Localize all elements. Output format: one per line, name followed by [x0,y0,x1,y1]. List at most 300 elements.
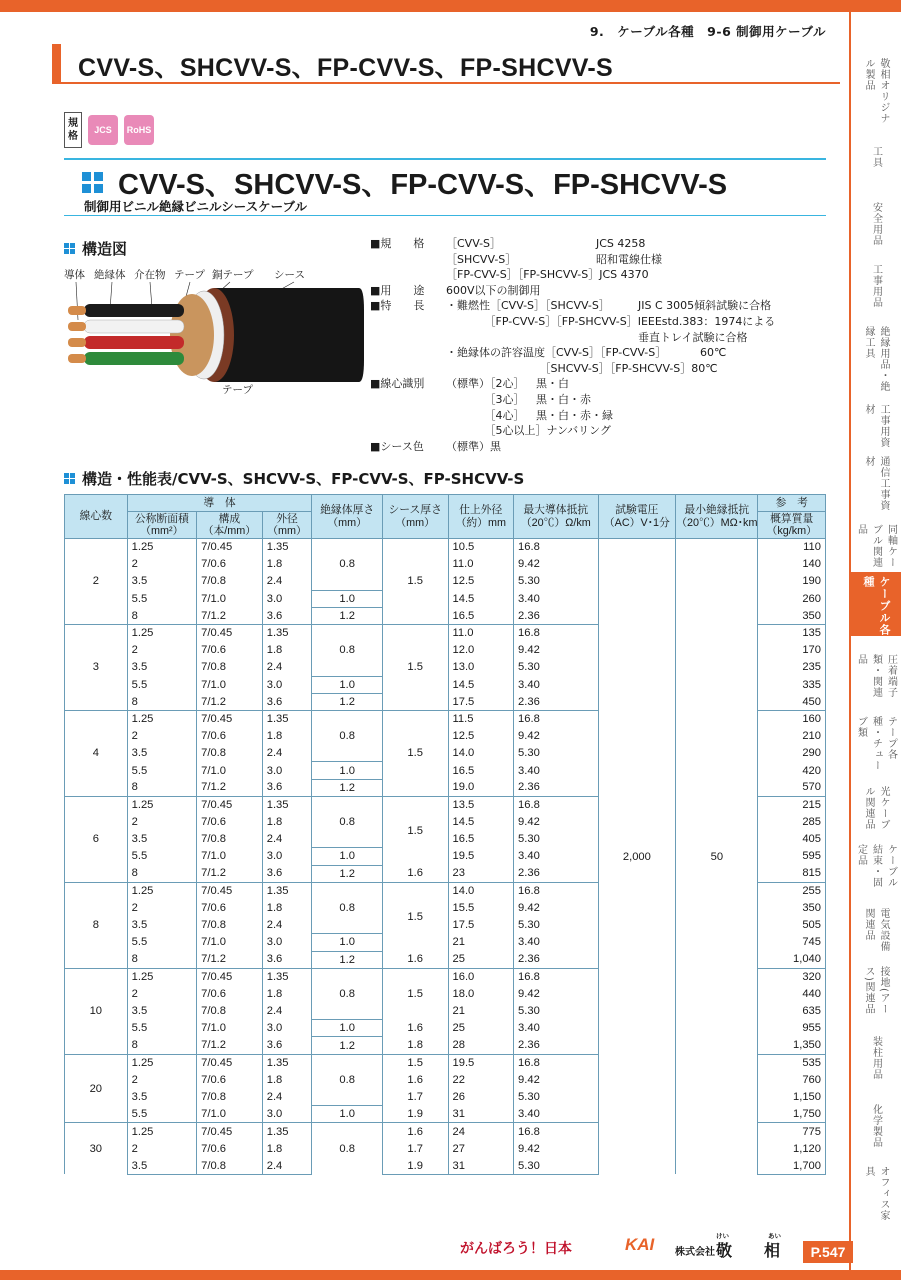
cell-sheath: 1.5 [382,539,448,625]
label-tape-bottom: テープ [222,384,253,396]
top-accent-bar [0,0,901,12]
cell-finish-od: 16.0 [448,968,514,985]
label-copper-tape: 銅テープ [212,269,254,281]
sidebar-tab-4[interactable] [851,322,901,394]
cell-mass: 350 [758,899,826,916]
cell-area: 5.5 [127,1020,197,1037]
cell-max-resistance: 3.40 [514,848,599,865]
cell-max-resistance: 3.40 [514,934,599,951]
spec-row [370,376,830,392]
cell-insulation: 1.0 [312,590,382,607]
cell-od: 1.35 [262,796,312,813]
cell-max-resistance: 16.8 [514,1054,599,1071]
cell-mass: 215 [758,796,826,813]
cell-area: 1.25 [127,1054,197,1071]
cell-composition: 7/0.6 [197,728,263,745]
cell-composition: 7/1.0 [197,1106,263,1123]
cell-od: 3.6 [262,865,312,882]
cell-max-resistance: 5.30 [514,573,599,590]
cell-area: 5.5 [127,848,197,865]
cell-area: 8 [127,607,197,624]
cell-mass: 235 [758,659,826,676]
kai-logo: KAI [625,1235,655,1254]
sidebar-tab-9[interactable] [851,650,901,706]
cell-composition: 7/0.6 [197,1071,263,1088]
cell-insulation: 1.0 [312,762,382,779]
cell-mass: 260 [758,590,826,607]
spec-cell: ■用 途 [370,283,425,297]
cell-finish-od: 10.5 [448,539,514,556]
cell-area: 5.5 [127,590,197,607]
sidebar-tab-0[interactable] [851,54,901,132]
cell-mass: 635 [758,1003,826,1020]
spec-cell: （標準）［2心］ [446,377,525,391]
cell-insulation: 0.8 [312,710,382,762]
cell-sheath: 1.9 [382,1106,448,1123]
cell-insulation: 0.8 [312,968,382,1020]
header-test-voltage: 試験電圧 （AC）V･1分 [598,495,676,539]
cell-max-resistance: 5.30 [514,745,599,762]
header-area: 公称断面積 （mm²） [127,512,197,539]
spec-row [370,423,830,439]
structure-title: 構造図 [82,240,128,258]
cell-cores: 3 [65,624,128,710]
header-conductor: 導 体 [127,495,312,512]
cell-insulation: 0.8 [312,1054,382,1106]
cell-mass: 450 [758,693,826,710]
label-tape: テープ [174,269,205,281]
label-filler: 介在物 [134,269,166,281]
product-subtitle: 制御用ビニル絶縁ビニルシースケーブル [84,199,307,214]
sidebar-tab-label: 敬相オリジナル製品 [863,58,889,124]
cell-area: 5.5 [127,676,197,693]
cell-od: 1.8 [262,899,312,916]
sidebar-tab-label: 装柱用品 [870,1036,882,1080]
cell-mass: 595 [758,848,826,865]
table-row [65,539,826,556]
cell-insulation: 1.2 [312,693,382,710]
cell-test-voltage: 2,000 [598,539,676,1175]
cell-sheath: 1.6 [382,1071,448,1088]
cell-mass: 440 [758,985,826,1002]
sidebar-tab-label: ケーブル各種 [862,576,891,636]
cell-max-resistance: 9.42 [514,985,599,1002]
header-od: 外径 （mm） [262,512,312,539]
spec-row [370,298,830,314]
cell-max-resistance: 9.42 [514,814,599,831]
cell-composition: 7/0.8 [197,1003,263,1020]
cell-area: 5.5 [127,934,197,951]
cell-composition: 7/1.0 [197,590,263,607]
cell-composition: 7/0.45 [197,710,263,727]
cell-od: 2.4 [262,831,312,848]
cell-max-resistance: 5.30 [514,831,599,848]
header-max-resistance: 最大導体抵抗 （20℃）Ω/km [514,495,599,539]
cell-finish-od: 28 [448,1037,514,1054]
cell-mass: 320 [758,968,826,985]
cell-insulation: 1.0 [312,1106,382,1123]
cell-area: 5.5 [127,762,197,779]
product-name: CVV-S、SHCVV-S、FP-CVV-S、FP-SHCVV-S [118,169,728,201]
cell-composition: 7/0.6 [197,899,263,916]
performance-table [64,494,826,1175]
sidebar-tab-5[interactable] [851,400,901,448]
table-section-title [64,468,524,489]
cell-od: 2.4 [262,1089,312,1106]
header-insulation: 絶縁体厚さ （mm） [312,495,382,539]
cell-sheath: 1.5 [382,968,448,1020]
cell-finish-od: 12.5 [448,728,514,745]
cell-mass: 570 [758,779,826,796]
standards-label-top: 規 [68,118,78,129]
sidebar-tab-17[interactable] [851,1162,901,1228]
header-min-insulation: 最小絶縁抵抗 （20℃）MΩ･km [676,495,758,539]
cell-od: 3.0 [262,934,312,951]
cell-finish-od: 11.0 [448,556,514,573]
sidebar-tab-13[interactable] [851,904,901,956]
cell-finish-od: 19.5 [448,848,514,865]
cell-mass: 335 [758,676,826,693]
sidebar-tab-7[interactable] [851,520,901,576]
cell-finish-od: 11.0 [448,624,514,641]
sidebar-tab-1[interactable] [851,142,901,184]
cable-cross-section-illustration [64,280,364,400]
cell-cores: 10 [65,968,128,1054]
breadcrumb: 9. ケーブル各種 9-6 制御用ケーブル [589,24,826,39]
sidebar-tab-label: ケーブル結束・固定品 [855,844,897,888]
cell-sheath: 1.9 [382,1157,448,1174]
cell-od: 3.6 [262,607,312,624]
cell-od: 3.0 [262,1106,312,1123]
cell-mass: 535 [758,1054,826,1071]
cell-composition: 7/0.8 [197,831,263,848]
cell-cores: 20 [65,1054,128,1123]
sidebar-tab-14[interactable] [851,962,901,1024]
cell-od: 3.6 [262,951,312,968]
cell-max-resistance: 2.36 [514,951,599,968]
sidebar-tab-16[interactable] [851,1100,901,1150]
page-title-block [52,44,840,84]
sidebar-tab-label: 圧着端子類・関連品 [855,654,897,698]
cell-insulation: 0.8 [312,1123,382,1175]
cell-max-resistance: 16.8 [514,1123,599,1140]
cell-mass: 775 [758,1123,826,1140]
sidebar-tab-label: 絶縁用品・絶縁工具 [863,326,889,392]
cell-composition: 7/0.45 [197,882,263,899]
spec-row [370,314,830,330]
cell-insulation: 1.0 [312,676,382,693]
cell-composition: 7/0.45 [197,1123,263,1140]
sidebar-tab-11[interactable] [851,782,901,834]
cell-finish-od: 21 [448,934,514,951]
cell-finish-od: 18.0 [448,985,514,1002]
cell-insulation: 1.2 [312,951,382,968]
cell-composition: 7/1.2 [197,865,263,882]
cell-max-resistance: 3.40 [514,590,599,607]
spec-row [370,439,830,455]
cell-mass: 110 [758,539,826,556]
company-furigana-1: けい [716,1232,729,1240]
cell-od: 1.8 [262,1071,312,1088]
cell-max-resistance: 5.30 [514,1089,599,1106]
cell-max-resistance: 16.8 [514,796,599,813]
header-cores: 線心数 [65,495,128,539]
sidebar-tab-10[interactable] [851,712,901,774]
cell-area: 2 [127,814,197,831]
spec-row [370,345,830,361]
cell-od: 1.8 [262,985,312,1002]
cell-od: 3.0 [262,762,312,779]
cell-max-resistance: 16.8 [514,882,599,899]
company-prefix: 株式会社 [675,1247,715,1258]
cell-finish-od: 14.0 [448,882,514,899]
cell-max-resistance: 3.40 [514,1106,599,1123]
cell-composition: 7/1.0 [197,676,263,693]
cell-mass: 760 [758,1071,826,1088]
cell-mass: 210 [758,728,826,745]
cell-insulation: 1.0 [312,1020,382,1037]
cell-finish-od: 16.5 [448,762,514,779]
cell-insulation: 0.8 [312,796,382,848]
cell-composition: 7/1.2 [197,1037,263,1054]
cell-max-resistance: 3.40 [514,676,599,693]
cell-max-resistance: 16.8 [514,710,599,727]
cell-area: 8 [127,779,197,796]
cell-mass: 170 [758,642,826,659]
spec-cell: JIS C 3005傾斜試験に合格 [638,299,772,313]
sidebar-tab-15[interactable] [851,1032,901,1082]
spec-cell: 黒・白・赤 [536,392,591,406]
cell-composition: 7/0.45 [197,1054,263,1071]
cell-od: 1.35 [262,710,312,727]
cell-finish-od: 27 [448,1140,514,1157]
cell-finish-od: 25 [448,951,514,968]
spec-row [370,392,830,408]
cell-sheath: 1.5 [382,710,448,796]
spec-cell: ■規 格 [370,237,425,250]
cell-area: 1.25 [127,796,197,813]
cell-sheath: 1.7 [382,1089,448,1106]
cell-area: 1.25 [127,624,197,641]
cell-area: 2 [127,899,197,916]
cell-composition: 7/0.6 [197,642,263,659]
cell-finish-od: 25 [448,1020,514,1037]
cell-mass: 190 [758,573,826,590]
title-accent-bar [52,44,61,82]
cell-od: 1.8 [262,556,312,573]
cell-finish-od: 13.5 [448,796,514,813]
cell-od: 1.35 [262,624,312,641]
cell-finish-od: 21 [448,1003,514,1020]
cell-sheath: 1.5 [382,624,448,710]
sidebar-tab-3[interactable] [851,260,901,314]
cell-sheath: 1.5 [382,796,448,865]
cell-od: 3.6 [262,1037,312,1054]
cell-composition: 7/0.45 [197,539,263,556]
cell-finish-od: 17.5 [448,693,514,710]
cell-composition: 7/1.0 [197,1020,263,1037]
cell-area: 3.5 [127,1003,197,1020]
cell-max-resistance: 5.30 [514,1003,599,1020]
page-number: P.547 [803,1241,853,1263]
cell-composition: 7/0.45 [197,968,263,985]
spec-cell: ［SHCVV-S］［FP-SHCVV-S］80℃ [446,361,718,375]
blue-squares-icon [82,172,104,194]
cell-area: 3.5 [127,831,197,848]
cell-composition: 7/0.45 [197,624,263,641]
cell-min-insulation: 50 [676,539,758,1175]
cell-composition: 7/0.6 [197,814,263,831]
cell-mass: 135 [758,624,826,641]
cell-finish-od: 12.5 [448,573,514,590]
cell-od: 3.0 [262,676,312,693]
spec-cell: ［5心以上］ナンバリング [446,424,611,438]
sidebar-tab-label: 同軸ケーブル関連品 [855,524,897,568]
cell-od: 1.35 [262,539,312,556]
sidebar-tab-label: オフィス家具 [863,1166,889,1221]
cell-area: 3.5 [127,745,197,762]
cell-finish-od: 16.5 [448,831,514,848]
section-squares-icon [64,473,76,485]
header-composition: 構成 （本/mm） [197,512,263,539]
company-furigana-2: あい [768,1232,781,1240]
standards-label-bottom: 格 [68,131,78,142]
sidebar-tab-label: 工事用品 [870,264,882,308]
cell-finish-od: 12.0 [448,642,514,659]
cell-mass: 255 [758,882,826,899]
cell-finish-od: 16.5 [448,607,514,624]
cell-insulation: 1.2 [312,779,382,796]
sidebar-tab-label: 工事用資材 [863,404,889,448]
cell-mass: 1,120 [758,1140,826,1157]
cell-sheath: 1.7 [382,1140,448,1157]
cell-od: 2.4 [262,917,312,934]
cell-finish-od: 14.0 [448,745,514,762]
cell-area: 1.25 [127,968,197,985]
spec-cell: 昭和電線仕様 [596,252,662,266]
standards-label [64,112,82,148]
cell-mass: 290 [758,745,826,762]
cell-max-resistance: 9.42 [514,642,599,659]
cell-od: 3.0 [262,590,312,607]
cell-finish-od: 17.5 [448,917,514,934]
spec-cell: 黒・白・赤・緑 [536,408,613,422]
cell-area: 2 [127,1140,197,1157]
sidebar-tab-6[interactable] [851,452,901,514]
cell-max-resistance: 2.36 [514,779,599,796]
spec-cell: （標準）黒 [446,439,501,453]
sidebar-tab-label: 光ケーブル関連品 [863,786,889,830]
spec-cell: ［3心］ [446,392,525,406]
cell-composition: 7/0.8 [197,1089,263,1106]
spec-cell: JCS 4258 [596,237,646,250]
header-finish-od: 仕上外径 （約）mm [448,495,514,539]
cell-finish-od: 26 [448,1089,514,1106]
cell-area: 3.5 [127,917,197,934]
sidebar-tab-label: 電気設備関連品 [863,908,889,952]
jcs-badge: JCS [88,115,118,145]
cell-composition: 7/1.2 [197,607,263,624]
cell-max-resistance: 5.30 [514,1157,599,1174]
cell-od: 2.4 [262,745,312,762]
cell-insulation: 1.0 [312,934,382,951]
label-insulation: 絶縁体 [94,269,126,281]
spec-cell: ■線心識別 [370,377,425,391]
sidebar-tab-label: 通信工事資材 [863,456,889,511]
cell-finish-od: 15.5 [448,899,514,916]
rohs-badge: RoHS [124,115,154,145]
cell-mass: 405 [758,831,826,848]
cell-area: 2 [127,985,197,1002]
cell-composition: 7/0.6 [197,1140,263,1157]
sidebar-tab-2[interactable] [851,198,901,252]
cell-mass: 815 [758,865,826,882]
sidebar-tab-8[interactable] [851,572,901,636]
header-mass: 概算質量 （kg/km） [758,512,826,539]
cell-max-resistance: 9.42 [514,899,599,916]
cell-finish-od: 13.0 [448,659,514,676]
cell-max-resistance: 5.30 [514,917,599,934]
cell-area: 8 [127,693,197,710]
cell-sheath: 1.6 [382,865,448,882]
cell-mass: 955 [758,1020,826,1037]
header-sheath: シース厚さ （mm） [382,495,448,539]
spec-row [370,330,830,346]
sidebar-tab-label: 安全用品 [870,202,882,246]
cell-od: 1.35 [262,968,312,985]
cell-mass: 1,750 [758,1106,826,1123]
cell-mass: 505 [758,917,826,934]
cell-area: 8 [127,951,197,968]
section-squares-icon [64,243,76,255]
cell-area: 3.5 [127,1157,197,1174]
spec-cell: ［SHCVV-S］ [446,252,517,266]
sidebar-tab-12[interactable] [851,840,901,896]
spec-row [370,361,830,377]
cell-composition: 7/0.45 [197,796,263,813]
cell-area: 3.5 [127,659,197,676]
cell-insulation: 0.8 [312,539,382,591]
cell-cores: 8 [65,882,128,968]
spec-cell: 垂直トレイ試験に合格 [638,330,748,344]
cell-composition: 7/0.8 [197,573,263,590]
cell-max-resistance: 9.42 [514,728,599,745]
cell-mass: 350 [758,607,826,624]
cell-finish-od: 23 [448,865,514,882]
cell-area: 1.25 [127,539,197,556]
label-sheath: シース [274,269,305,281]
cell-composition: 7/0.6 [197,985,263,1002]
cell-max-resistance: 2.36 [514,865,599,882]
cell-composition: 7/1.0 [197,934,263,951]
cell-mass: 745 [758,934,826,951]
cell-composition: 7/0.8 [197,1157,263,1174]
cell-od: 1.35 [262,1054,312,1071]
cell-mass: 420 [758,762,826,779]
cell-max-resistance: 3.40 [514,1020,599,1037]
cell-insulation: 0.8 [312,882,382,934]
cell-od: 1.8 [262,728,312,745]
cell-od: 2.4 [262,573,312,590]
cell-max-resistance: 2.36 [514,1037,599,1054]
cell-mass: 1,700 [758,1157,826,1174]
cell-od: 1.8 [262,642,312,659]
spec-cell: 黒・白 [536,377,569,391]
cell-composition: 7/0.8 [197,659,263,676]
cell-sheath: 1.6 [382,1020,448,1037]
sidebar-tab-label: 工具 [870,146,882,168]
cell-od: 1.8 [262,814,312,831]
